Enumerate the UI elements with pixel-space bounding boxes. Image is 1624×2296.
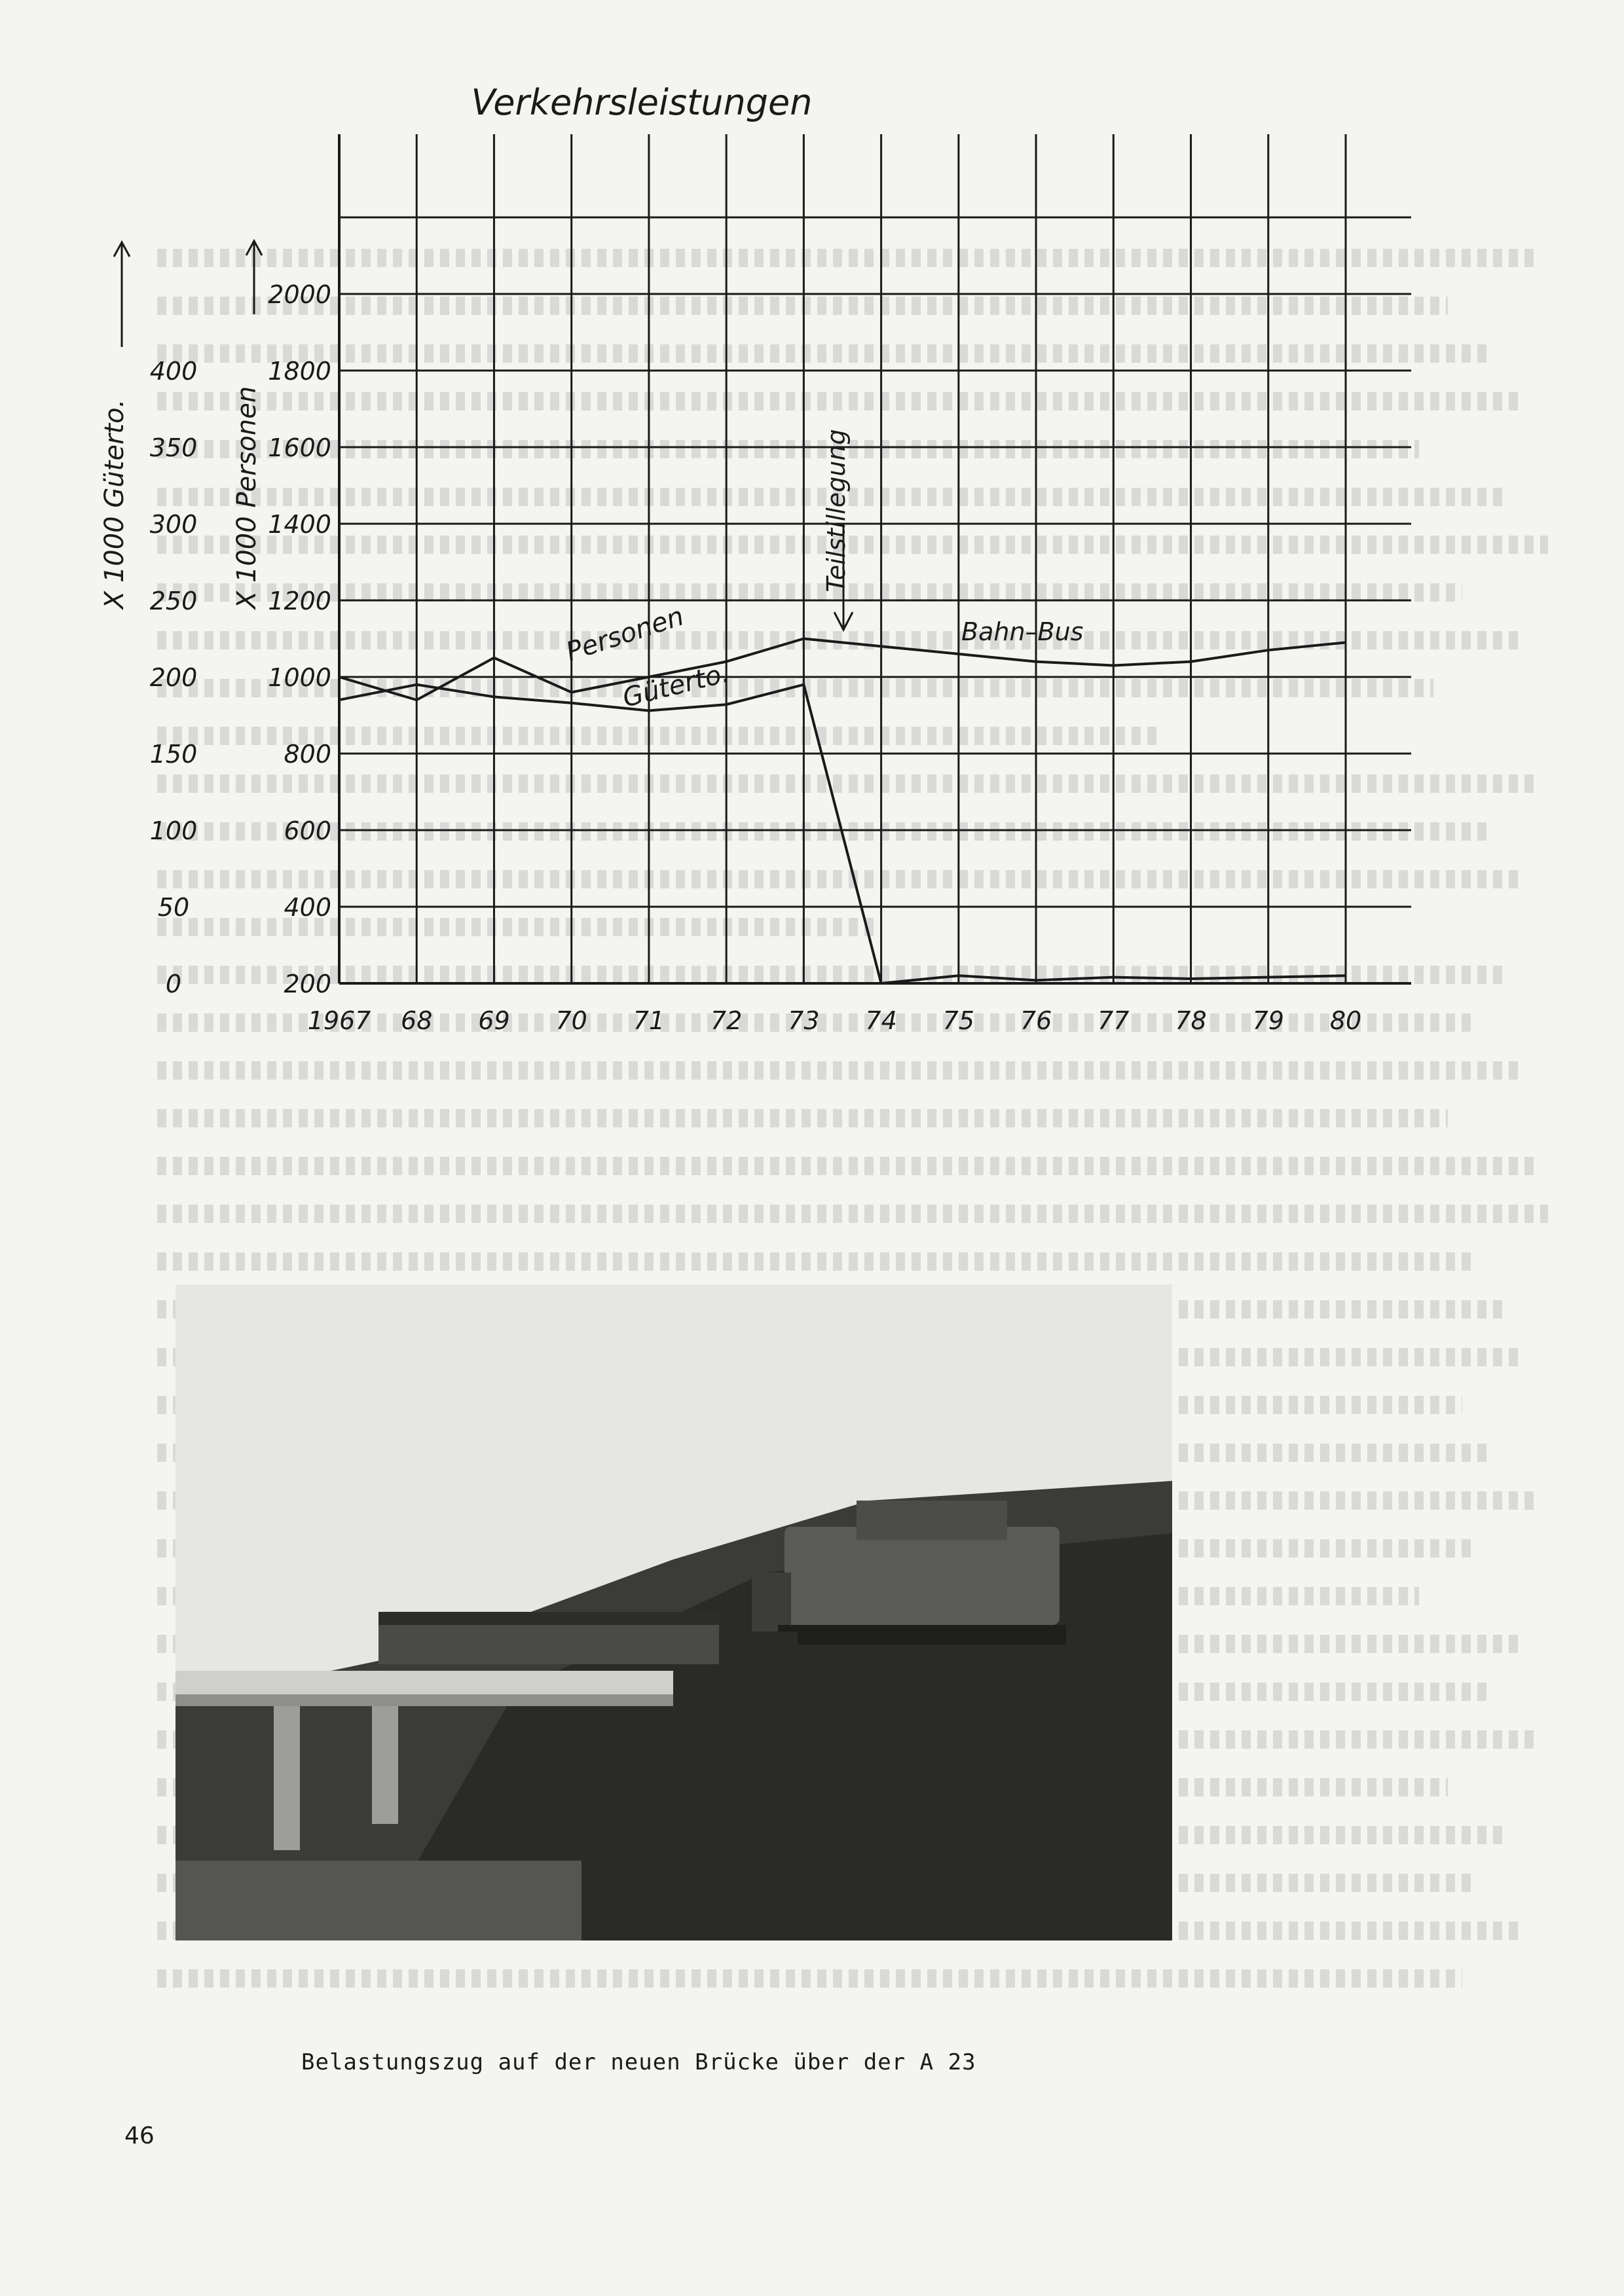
y-tick-label-personen: 400	[284, 893, 331, 922]
y-tick-label-personen: 200	[284, 970, 331, 998]
y-axis-title-personen: X 1000 Personen	[232, 386, 262, 610]
y-axis-title-gueter: X 1000 Güterto.	[100, 399, 130, 610]
series-line-personen	[339, 639, 1346, 701]
y-tick-label-personen: 600	[284, 816, 331, 845]
y-tick-label-gueter: 50	[157, 893, 190, 922]
x-tick-label: 68	[401, 1006, 433, 1035]
page-number: 46	[124, 2123, 155, 2149]
series-label-gueter: Güterto.	[619, 657, 733, 714]
y-tick-label-gueter: 0	[165, 970, 182, 998]
y-tick-label-personen: 800	[284, 740, 331, 769]
y-tick-label-personen: 1600	[268, 433, 331, 462]
y-tick-label-gueter: 150	[149, 740, 198, 769]
x-tick-label: 77	[1098, 1006, 1130, 1035]
x-tick-label: 1967	[307, 1006, 371, 1035]
x-tick-label: 79	[1252, 1006, 1284, 1035]
x-tick-label: 70	[555, 1006, 587, 1035]
photo-caption: Belastungszug auf der neuen Brücke über der A 23	[301, 2049, 976, 2075]
x-tick-label: 78	[1175, 1006, 1207, 1035]
y-tick-label-personen: 1000	[268, 663, 331, 692]
annotation-bahn-bus: Bahn–Bus	[961, 617, 1084, 646]
y-tick-label-personen: 1800	[268, 357, 331, 386]
y-tick-label-personen: 2000	[268, 280, 331, 309]
x-tick-label: 74	[865, 1006, 897, 1035]
annotation-teilstillegung: Teilstillegung	[822, 429, 851, 592]
chart-grid	[339, 134, 1411, 983]
x-tick-label: 75	[942, 1006, 975, 1035]
y-tick-label-gueter: 300	[149, 510, 198, 539]
x-tick-label: 72	[710, 1006, 743, 1035]
x-tick-label: 71	[633, 1006, 665, 1035]
series-label-personen: Personen	[562, 601, 688, 668]
y-tick-label-gueter: 400	[149, 357, 198, 386]
y-tick-label-gueter: 350	[149, 433, 198, 462]
x-tick-label: 73	[788, 1006, 820, 1035]
y-tick-label-personen: 1400	[268, 510, 331, 539]
x-tick-label: 69	[478, 1006, 510, 1035]
train-bridge-photo	[175, 1285, 1172, 1941]
y-tick-label-gueter: 200	[149, 663, 198, 692]
chart-title: Verkehrsleistungen	[471, 82, 813, 123]
series-line-gueter	[339, 685, 1346, 983]
y-tick-label-gueter: 250	[149, 587, 198, 615]
x-tick-label: 80	[1329, 1006, 1362, 1035]
x-tick-label: 76	[1020, 1006, 1052, 1035]
y-tick-label-personen: 1200	[268, 587, 331, 615]
chart-series	[339, 639, 1346, 984]
y-tick-label-gueter: 100	[149, 816, 198, 845]
chart-labels	[100, 82, 1361, 1035]
